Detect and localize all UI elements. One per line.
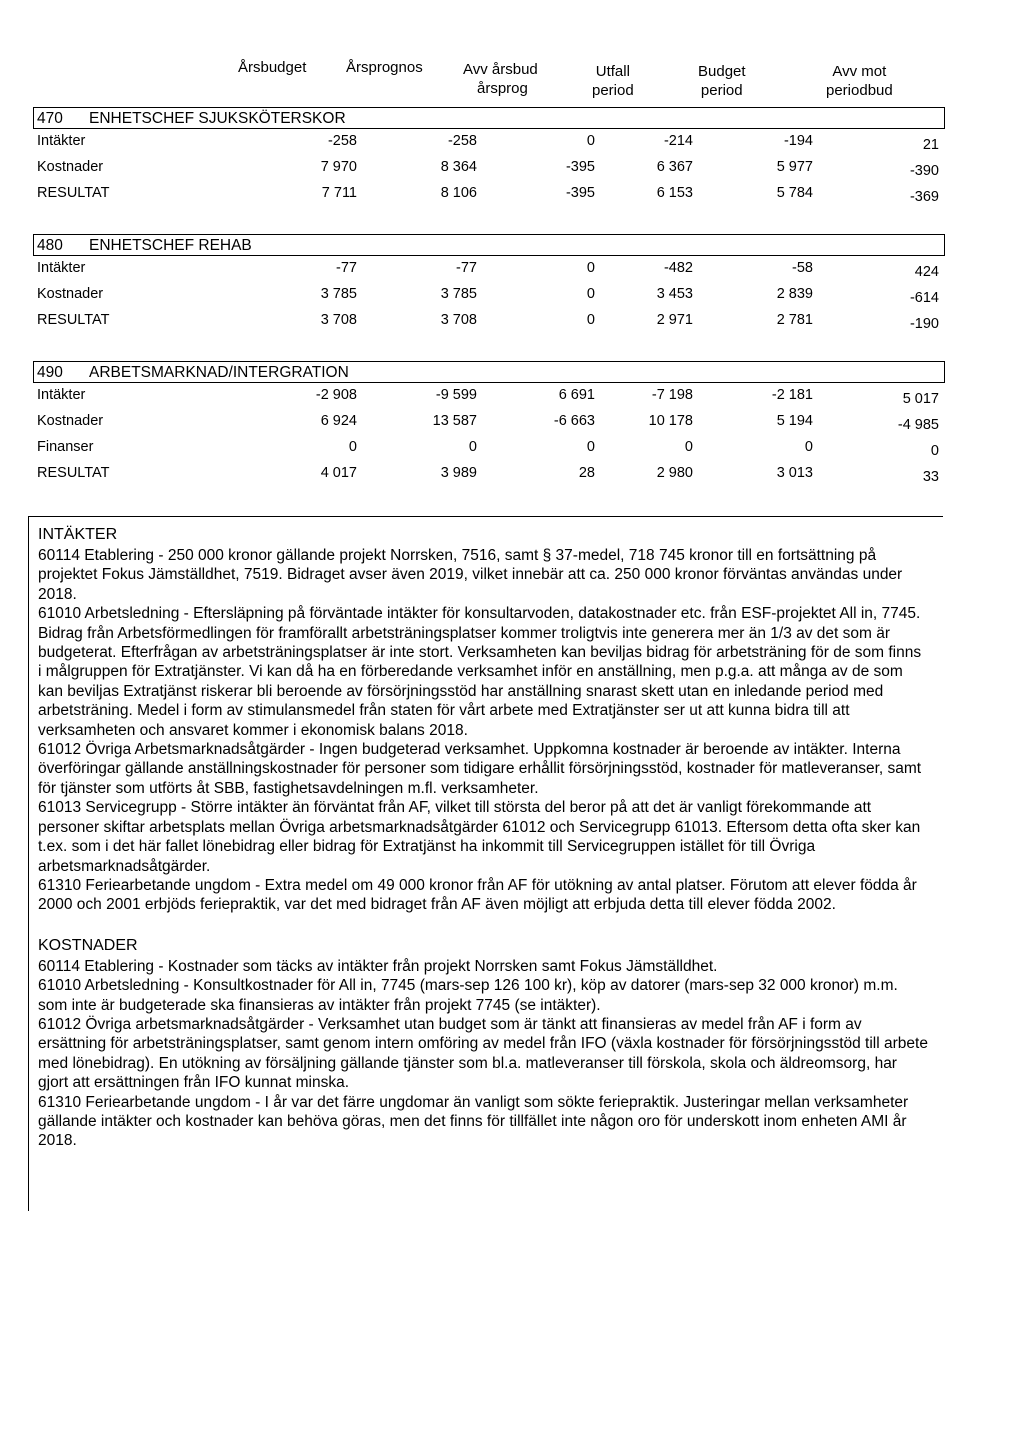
kostnader-paragraph: 60114 Etablering - Kostnader som täcks av intäkter från projekt Norrsken samt Fokus Jämställdhet. xyxy=(38,957,718,975)
cell-avv-mot: -190 xyxy=(909,316,939,332)
table-row xyxy=(33,181,945,207)
table-row xyxy=(33,409,945,435)
cell-arsprognos: 0 xyxy=(468,439,477,455)
cell-arsbudget: -2 908 xyxy=(315,387,357,403)
intakter-paragraph: 61013 Servicegrupp - Större intäkter än förväntat från AF, vilket till största del beror på att det är vanligt förekommande att personer skiftar arbetsplats mellan Övriga arbetsmarknadsåtgärder 61012 och Servicegrupp 61013. Eftersom detta ofta sker kan t.ex. som i det här fallet lönebidrag eller bidrag för Extratjänst ha inkommit till Servicegruppen istället för till Övriga arbetsmarknadsåtgärder. xyxy=(38,799,921,875)
table-row xyxy=(33,155,945,181)
cell-budget: 3 013 xyxy=(776,465,813,481)
cell-arsprognos: 8 364 xyxy=(440,159,477,175)
row-label: Intäkter xyxy=(37,387,86,403)
row-label: Kostnader xyxy=(37,159,104,175)
column-header-budget xyxy=(698,63,746,99)
cell-arsbudget: 3 708 xyxy=(320,312,357,328)
cell-avv-arsbud: 0 xyxy=(586,312,595,328)
table-row xyxy=(33,435,945,461)
row-label: Kostnader xyxy=(37,413,104,429)
box-top-border xyxy=(28,516,943,517)
cell-arsbudget: 3 785 xyxy=(320,286,357,302)
kostnader-paragraph: 61010 Arbetsledning - Konsultkostnader för All in, 7745 (mars-sep 126 100 kr), köp av datorer (mars-sep 32 000 kronor) m.m. som inte är budgeterade ska finansieras av intäkter från projekt 7745 (se intäkter). xyxy=(38,977,898,1014)
cell-budget: 0 xyxy=(804,439,813,455)
column-header-line2: period xyxy=(700,82,743,99)
cell-avv-arsbud: 6 691 xyxy=(558,387,595,403)
spacer xyxy=(38,1151,928,1211)
table-row xyxy=(33,129,945,155)
cell-utfall: 3 453 xyxy=(656,286,693,302)
column-header-arsbudget xyxy=(238,59,306,76)
cell-avv-arsbud: 0 xyxy=(586,133,595,149)
cell-utfall: 2 971 xyxy=(656,312,693,328)
row-label: Intäkter xyxy=(37,133,86,149)
cell-avv-mot: 21 xyxy=(922,137,939,153)
section-480 xyxy=(33,234,945,334)
section-title-bar xyxy=(33,361,945,383)
cell-arsprognos: 13 587 xyxy=(432,413,477,429)
cell-utfall: -214 xyxy=(663,133,693,149)
cell-budget: 5 194 xyxy=(776,413,813,429)
commentary-content xyxy=(28,516,928,1211)
column-header-line1: Årsprognos xyxy=(346,59,423,76)
cell-arsbudget: 4 017 xyxy=(320,465,357,481)
column-header-line2: årsprog xyxy=(477,80,528,97)
spacer xyxy=(38,915,928,935)
column-header-arsprognos xyxy=(346,59,423,76)
cell-avv-arsbud: 0 xyxy=(586,260,595,276)
cell-arsprognos: -258 xyxy=(447,133,477,149)
cell-arsbudget: 6 924 xyxy=(320,413,357,429)
cell-budget: 5 784 xyxy=(776,185,813,201)
section-code: 480 xyxy=(37,237,63,254)
intakter-paragraph: 61012 Övriga Arbetsmarknadsåtgärder - Ingen budgeterad verksamhet. Uppkomna kostnader är beroende av intäkter. Interna överföringar gällande anställningskostnader för personer som tidigare erhållit försörjningsstöd, kostnader för matleveranser, samt för tjänster som utförts åt SBB, fastighetsavdelningen m.fl. verksamheter. xyxy=(38,741,922,797)
cell-avv-mot: 0 xyxy=(930,443,939,459)
cell-arsbudget: -77 xyxy=(336,260,357,276)
column-header-line1: Avv mot xyxy=(832,63,887,80)
table-row xyxy=(33,256,945,282)
cell-budget: 5 977 xyxy=(776,159,813,175)
cell-budget: -58 xyxy=(792,260,813,276)
intakter-heading: INTÄKTER xyxy=(38,526,118,543)
cell-arsprognos: 3 785 xyxy=(440,286,477,302)
table-row xyxy=(33,282,945,308)
section-title: ENHETSCHEF SJUKSKÖTERSKOR xyxy=(89,110,346,127)
intakter-paragraph: 61310 Feriearbetande ungdom - Extra medel om 49 000 kronor från AF för utökning av antal platser. Förutom att elever födda år 2000 och 2001 erbjöds feriepraktik, var det med bidraget från AF även möjligt att erbjuda detta till elever födda 2002. xyxy=(38,876,917,914)
kostnader-paragraph: 61012 Övriga arbetsmarknadsåtgärder - Verksamhet utan budget som är tänkt att finansieras av medel från AF i form av ersättning för arbetsträningsplatser, samt genom intern omföring av medel från IFO (växla kostnader för försörjningsstöd till arbete med lönebidrag). En utökning av försäljning gällande tjänster som bl.a. matleveranser till förskola, skola och äldreomsorg, har gjort att ersättningen från IFO kunnat minska. xyxy=(38,1015,928,1092)
kostnader-heading: KOSTNADER xyxy=(38,936,138,954)
cell-arsbudget: 7 970 xyxy=(320,159,357,175)
cell-avv-arsbud: 28 xyxy=(578,465,595,481)
commentary-box xyxy=(28,516,928,1211)
cell-utfall: 6 367 xyxy=(656,159,693,175)
cell-avv-mot: -369 xyxy=(909,189,939,205)
table-row xyxy=(33,461,945,487)
box-left-border xyxy=(28,516,29,1211)
cell-avv-mot: -4 985 xyxy=(897,417,939,433)
section-title: ENHETSCHEF REHAB xyxy=(89,237,252,254)
column-header-line1: Budget xyxy=(698,63,746,80)
column-header-line2: period xyxy=(592,82,634,99)
cell-avv-arsbud: 0 xyxy=(586,286,595,302)
cell-budget: -2 181 xyxy=(771,387,813,403)
row-label: RESULTAT xyxy=(37,185,110,201)
cell-avv-mot: 5 017 xyxy=(902,391,939,407)
cell-avv-mot: -390 xyxy=(909,163,939,179)
cell-avv-mot: -614 xyxy=(909,290,939,306)
section-code: 470 xyxy=(37,110,63,127)
cell-budget: 2 781 xyxy=(776,312,813,328)
column-header-line1: Avv årsbud xyxy=(463,61,538,78)
cell-utfall: 10 178 xyxy=(648,413,693,429)
row-label: RESULTAT xyxy=(37,465,110,481)
column-header-avv-mot xyxy=(826,63,893,99)
row-label: Finanser xyxy=(37,439,94,455)
section-code: 490 xyxy=(37,364,63,381)
cell-arsbudget: -258 xyxy=(327,133,357,149)
intakter-paragraph: 61010 Arbetsledning - Eftersläpning på förväntade intäkter för konsultarvoden, datakostnader etc. från ESF-projektet All in, 7745. Bidrag från Arbetsförmedlingen för framförallt arbetsträningsplatser kommer troligtvis inte generera mer än 1/3 av det som är budgeterat. Efterfrågan av arbetsträningsplatser är inte stort. Verksamheten kan beviljas bidrag för arbetsträning för de som finns i målgruppen för Extratjänster. Vi kan då ha en förberedande verksamhet inför en anställning, men p.g.a. att många av de som kan beviljas Extratjänst riskerar bli beroende av försörjningsstöd har anställning snarast skett utan en inledande period med arbetsträning. Medel i form av stimulansmedel från staten för vårt arbete med Extratjänster ser ut att kunna bidra till att verksamheten och ansvaret kommer i ekonomisk balans 2018. xyxy=(38,605,922,739)
column-header-line1: Årsbudget xyxy=(238,59,307,76)
cell-arsbudget: 0 xyxy=(348,439,357,455)
cell-avv-mot: 424 xyxy=(914,264,939,280)
cell-utfall: 2 980 xyxy=(656,465,693,481)
cell-arsprognos: 3 989 xyxy=(440,465,477,481)
column-header-avv-arsbud xyxy=(463,61,538,97)
cell-avv-arsbud: 0 xyxy=(586,439,595,455)
cell-avv-arsbud: -6 663 xyxy=(553,413,595,429)
column-header-utfall xyxy=(592,63,634,99)
section-title-bar xyxy=(33,234,945,256)
cell-arsbudget: 7 711 xyxy=(321,185,357,201)
kostnader-paragraph: 61310 Feriearbetande ungdom - I år var det färre ungdomar än vanligt som sökte feriepraktik. Justeringar mellan verksamheter gällande intäkter och kostnader kan behöva göras, men det finns för tillfället inte någon oro för underskott inom enheten AMI år 2018. xyxy=(38,1093,909,1150)
section-490 xyxy=(33,361,945,487)
cell-utfall: -7 198 xyxy=(651,387,693,403)
table-row xyxy=(33,308,945,334)
section-title: ARBETSMARKNAD/INTERGRATION xyxy=(89,364,349,381)
cell-avv-arsbud: -395 xyxy=(565,159,595,175)
cell-arsprognos: 3 708 xyxy=(440,312,477,328)
cell-budget: 2 839 xyxy=(776,286,813,302)
column-header-line1: Utfall xyxy=(595,63,630,80)
cell-arsprognos: -9 599 xyxy=(435,387,477,403)
cell-arsprognos: 8 106 xyxy=(440,185,477,201)
column-header-line2: periodbud xyxy=(826,82,893,99)
cell-budget: -194 xyxy=(783,133,813,149)
section-470 xyxy=(33,107,945,207)
section-title-bar xyxy=(33,107,945,129)
cell-utfall: 6 153 xyxy=(656,185,693,201)
table-row xyxy=(33,383,945,409)
row-label: RESULTAT xyxy=(37,312,110,328)
cell-avv-mot: 33 xyxy=(922,469,939,485)
row-label: Kostnader xyxy=(37,286,104,302)
cell-avv-arsbud: -395 xyxy=(565,185,595,201)
cell-utfall: -482 xyxy=(663,260,693,276)
cell-arsprognos: -77 xyxy=(456,260,477,276)
cell-utfall: 0 xyxy=(684,439,693,455)
row-label: Intäkter xyxy=(37,260,86,276)
intakter-paragraph: 60114 Etablering - 250 000 kronor gällande projekt Norrsken, 7516, samt § 37-medel, 718 745 kronor till en fortsättning på projektet Fokus Jämställdhet, 7519. Bidraget avser även 2019, vilket innebär att ca. 250 000 kronor förväntas användas under 2018. xyxy=(38,547,903,603)
